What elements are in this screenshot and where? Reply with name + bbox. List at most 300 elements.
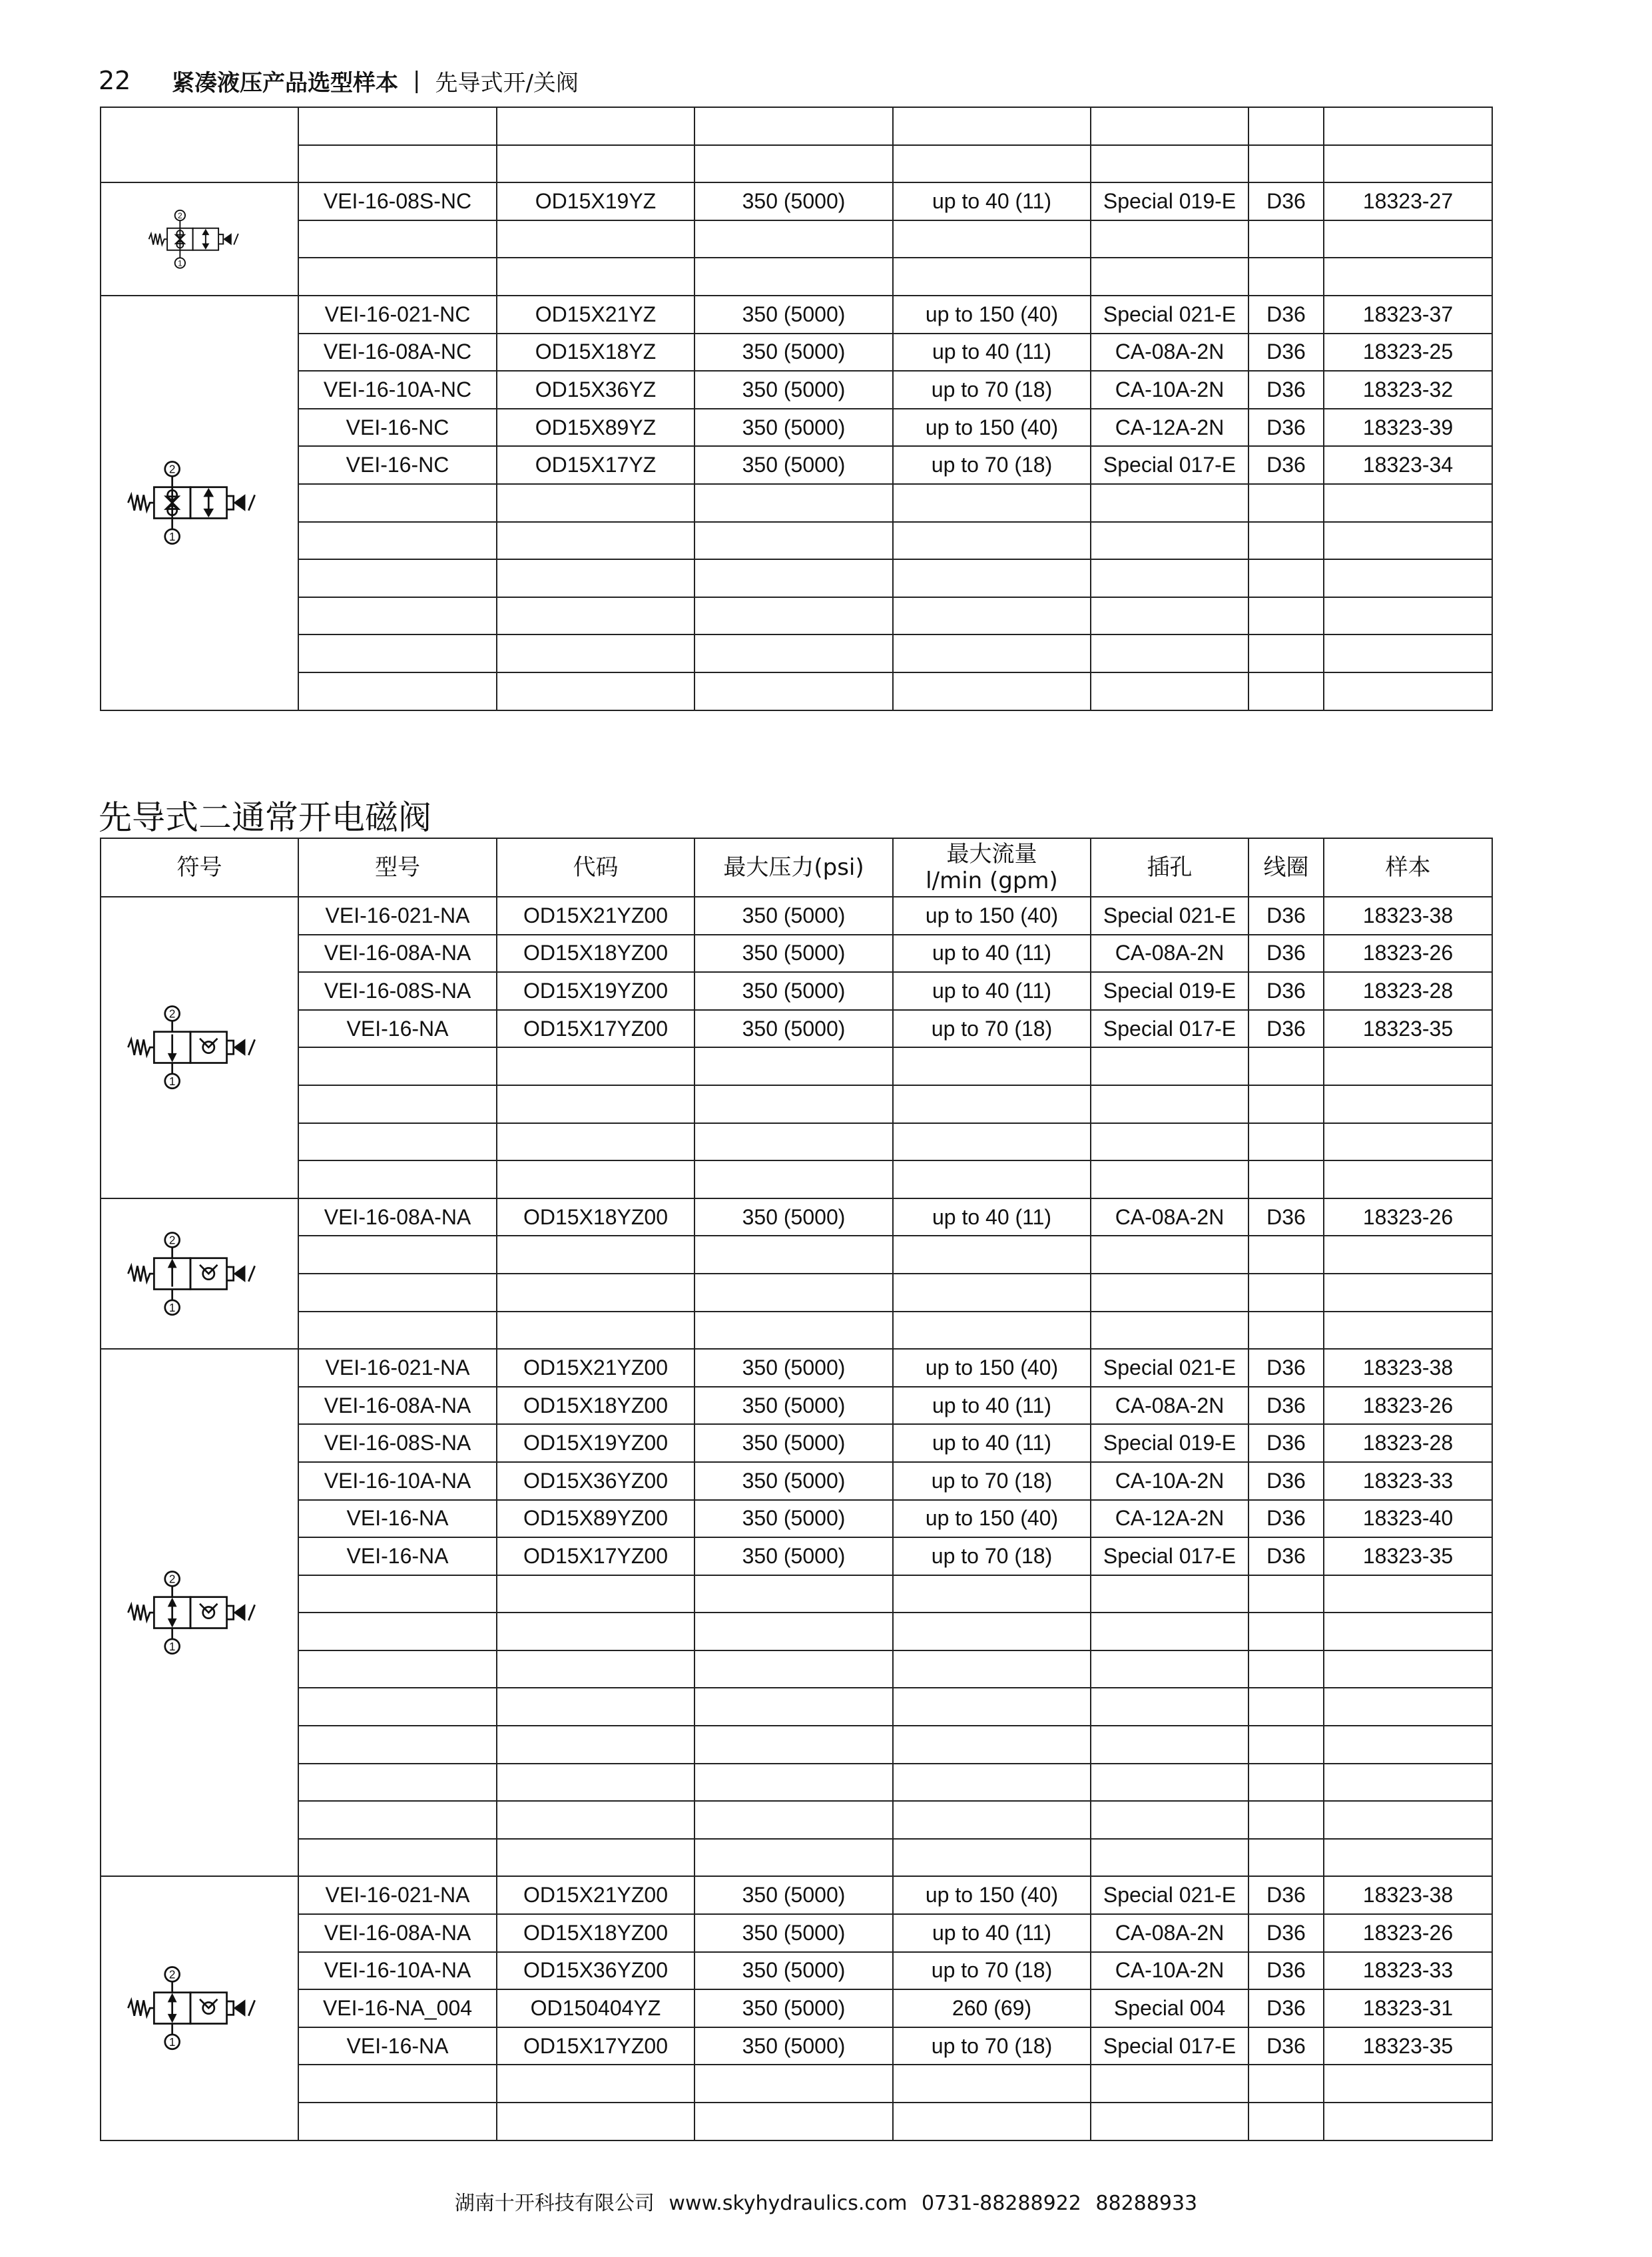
table-row bbox=[101, 1274, 1492, 1312]
cell-max-flow: up to 70 (18) bbox=[893, 446, 1091, 484]
cell-model bbox=[298, 1801, 497, 1839]
table-row bbox=[101, 1236, 1492, 1274]
footer-phone-1: 0731-88288922 bbox=[922, 2192, 1081, 2215]
cell-catalog bbox=[1324, 1575, 1492, 1613]
cell-max-flow bbox=[893, 597, 1091, 635]
cell-model: VEI-16-10A-NC bbox=[298, 371, 497, 409]
cell-max-flow bbox=[893, 672, 1091, 710]
cell-cavity bbox=[1091, 1839, 1248, 1877]
cell-code bbox=[497, 1613, 694, 1650]
cell-catalog bbox=[1324, 145, 1492, 183]
cell-model bbox=[298, 1764, 497, 1802]
cell-max-pressure bbox=[694, 1123, 893, 1161]
cell-max-flow: up to 40 (11) bbox=[893, 1387, 1091, 1425]
solenoid-icon bbox=[235, 496, 244, 509]
table-row bbox=[101, 1010, 1492, 1048]
cell-code: OD15X19YZ00 bbox=[497, 1424, 694, 1462]
cell-model: VEI-16-08S-NC bbox=[298, 182, 497, 220]
table-row bbox=[101, 220, 1492, 258]
cell-coil: D36 bbox=[1248, 334, 1324, 372]
cell-catalog bbox=[1324, 1160, 1492, 1198]
cell-cavity bbox=[1091, 1312, 1248, 1350]
symbol-cell bbox=[101, 107, 298, 182]
cell-catalog bbox=[1324, 672, 1492, 710]
cell-max-pressure bbox=[694, 597, 893, 635]
coil-connector-icon bbox=[226, 1606, 233, 1619]
table-row bbox=[101, 107, 1492, 145]
cell-max-pressure: 350 (5000) bbox=[694, 1349, 893, 1387]
symbol-cell bbox=[101, 182, 298, 296]
cell-coil bbox=[1248, 1274, 1324, 1312]
cell-max-flow: up to 40 (11) bbox=[893, 1424, 1091, 1462]
cell-max-pressure: 350 (5000) bbox=[694, 446, 893, 484]
cell-cavity: Special 004 bbox=[1091, 1989, 1248, 2027]
cell-code bbox=[497, 1801, 694, 1839]
cell-cavity bbox=[1091, 220, 1248, 258]
cell-code bbox=[497, 1123, 694, 1161]
cell-catalog: 18323-39 bbox=[1324, 409, 1492, 447]
table-row bbox=[101, 1500, 1492, 1538]
cell-code bbox=[497, 145, 694, 183]
symbol-cell bbox=[101, 1198, 298, 1349]
header-catalog: 样本 bbox=[1324, 838, 1492, 897]
header-separator: | bbox=[413, 67, 421, 94]
cell-code bbox=[497, 1274, 694, 1312]
table-row bbox=[101, 1047, 1492, 1085]
cell-max-flow: up to 70 (18) bbox=[893, 1952, 1091, 1990]
port-2-label: 2 bbox=[168, 462, 175, 476]
cell-coil bbox=[1248, 1123, 1324, 1161]
cell-cavity: CA-10A-2N bbox=[1091, 1952, 1248, 1990]
cell-coil bbox=[1248, 672, 1324, 710]
cell-cavity bbox=[1091, 1274, 1248, 1312]
cell-max-flow bbox=[893, 1123, 1091, 1161]
cell-max-flow bbox=[893, 1575, 1091, 1613]
cell-catalog bbox=[1324, 1312, 1492, 1350]
cell-coil bbox=[1248, 1236, 1324, 1274]
cell-max-flow bbox=[893, 2103, 1091, 2140]
cell-cavity: Special 019-E bbox=[1091, 182, 1248, 220]
cell-catalog: 18323-33 bbox=[1324, 1462, 1492, 1500]
table-row bbox=[101, 1952, 1492, 1990]
cell-model: VEI-16-NA bbox=[298, 2027, 497, 2065]
cell-catalog bbox=[1324, 1047, 1492, 1085]
coil-connector-icon bbox=[226, 1267, 233, 1280]
cell-catalog bbox=[1324, 559, 1492, 597]
cell-max-pressure bbox=[694, 1688, 893, 1726]
cell-cavity: CA-10A-2N bbox=[1091, 371, 1248, 409]
cell-max-pressure: 350 (5000) bbox=[694, 1876, 893, 1914]
cell-code: OD15X17YZ00 bbox=[497, 1010, 694, 1048]
cell-catalog: 18323-38 bbox=[1324, 897, 1492, 935]
cell-max-pressure bbox=[694, 672, 893, 710]
cell-model: VEI-16-08S-NA bbox=[298, 1424, 497, 1462]
solenoid-icon bbox=[235, 2001, 244, 2015]
table-row bbox=[101, 597, 1492, 635]
cell-code: OD15X18YZ00 bbox=[497, 1198, 694, 1236]
cell-code bbox=[497, 1085, 694, 1123]
cell-cavity bbox=[1091, 1160, 1248, 1198]
cell-cavity bbox=[1091, 597, 1248, 635]
cell-cavity: Special 017-E bbox=[1091, 446, 1248, 484]
cell-cavity bbox=[1091, 107, 1248, 145]
cell-model bbox=[298, 1047, 497, 1085]
cell-coil: D36 bbox=[1248, 1349, 1324, 1387]
solenoid-slash-icon bbox=[248, 1605, 254, 1621]
cell-cavity: Special 021-E bbox=[1091, 897, 1248, 935]
cell-max-pressure: 350 (5000) bbox=[694, 897, 893, 935]
cell-model: VEI-16-08S-NA bbox=[298, 972, 497, 1010]
cell-coil: D36 bbox=[1248, 1424, 1324, 1462]
cell-model: VEI-16-NA_004 bbox=[298, 1989, 497, 2027]
header-cavity: 插孔 bbox=[1091, 838, 1248, 897]
cell-model: VEI-16-021-NA bbox=[298, 1876, 497, 1914]
table-row bbox=[101, 1914, 1492, 1952]
port-1-label: 1 bbox=[168, 530, 175, 544]
cell-max-flow: up to 40 (11) bbox=[893, 334, 1091, 372]
cell-max-flow bbox=[893, 522, 1091, 560]
cell-model: VEI-16-08A-NA bbox=[298, 1387, 497, 1425]
cell-code: OD15X18YZ00 bbox=[497, 1914, 694, 1952]
cell-coil: D36 bbox=[1248, 1500, 1324, 1538]
cell-max-flow bbox=[893, 1839, 1091, 1877]
cell-catalog bbox=[1324, 107, 1492, 145]
table-row bbox=[101, 1312, 1492, 1350]
page-header bbox=[99, 64, 579, 97]
coil-connector-icon bbox=[226, 496, 233, 509]
cell-model: VEI-16-08A-NA bbox=[298, 1914, 497, 1952]
cell-cavity bbox=[1091, 484, 1248, 522]
cell-max-pressure: 350 (5000) bbox=[694, 935, 893, 973]
cell-code: OD15X18YZ00 bbox=[497, 935, 694, 973]
cell-catalog: 18323-40 bbox=[1324, 1500, 1492, 1538]
cell-code bbox=[497, 1839, 694, 1877]
table-row bbox=[101, 334, 1492, 372]
cell-max-flow bbox=[893, 1085, 1091, 1123]
cell-max-pressure bbox=[694, 145, 893, 183]
cell-coil: D36 bbox=[1248, 1537, 1324, 1575]
cell-code: OD15X18YZ00 bbox=[497, 1387, 694, 1425]
cell-code: OD15X17YZ00 bbox=[497, 2027, 694, 2065]
cell-model bbox=[298, 2103, 497, 2140]
cell-code: OD15X19YZ00 bbox=[497, 972, 694, 1010]
cell-max-flow: up to 40 (11) bbox=[893, 935, 1091, 973]
spring-icon bbox=[128, 495, 154, 511]
page-number: 22 bbox=[99, 66, 131, 95]
cell-max-flow: up to 150 (40) bbox=[893, 1500, 1091, 1538]
cell-catalog: 18323-32 bbox=[1324, 371, 1492, 409]
cell-max-flow: up to 40 (11) bbox=[893, 182, 1091, 220]
cell-model: VEI-16-NC bbox=[298, 446, 497, 484]
cell-max-flow bbox=[893, 1236, 1091, 1274]
cell-coil bbox=[1248, 1312, 1324, 1350]
cell-max-pressure bbox=[694, 1236, 893, 1274]
cell-cavity bbox=[1091, 2103, 1248, 2140]
cell-max-flow: up to 70 (18) bbox=[893, 1462, 1091, 1500]
cell-catalog bbox=[1324, 1764, 1492, 1802]
cell-catalog bbox=[1324, 258, 1492, 296]
table-row bbox=[101, 484, 1492, 522]
cell-max-flow bbox=[893, 559, 1091, 597]
cell-code: OD15X21YZ00 bbox=[497, 1876, 694, 1914]
cell-model bbox=[298, 634, 497, 672]
cell-coil: D36 bbox=[1248, 1876, 1324, 1914]
cell-coil bbox=[1248, 634, 1324, 672]
cell-max-flow bbox=[893, 1801, 1091, 1839]
cell-coil bbox=[1248, 2065, 1324, 2103]
cell-cavity bbox=[1091, 1085, 1248, 1123]
cell-model: VEI-16-08A-NA bbox=[298, 935, 497, 973]
cell-max-flow: up to 70 (18) bbox=[893, 1537, 1091, 1575]
cell-max-pressure: 350 (5000) bbox=[694, 296, 893, 334]
cell-model bbox=[298, 1274, 497, 1312]
cell-code: OD15X21YZ00 bbox=[497, 897, 694, 935]
cell-max-flow bbox=[893, 258, 1091, 296]
cell-cavity bbox=[1091, 1801, 1248, 1839]
cell-model bbox=[298, 107, 497, 145]
cell-max-flow bbox=[893, 1047, 1091, 1085]
cell-coil bbox=[1248, 1764, 1324, 1802]
table-row bbox=[101, 1575, 1492, 1613]
solenoid-icon bbox=[224, 234, 231, 244]
cell-max-pressure bbox=[694, 2103, 893, 2140]
cell-max-flow: up to 70 (18) bbox=[893, 2027, 1091, 2065]
solenoid-icon bbox=[235, 1267, 244, 1280]
cell-code: OD15X21YZ00 bbox=[497, 1349, 694, 1387]
cell-cavity: Special 021-E bbox=[1091, 1876, 1248, 1914]
cell-max-flow: up to 150 (40) bbox=[893, 1349, 1091, 1387]
cell-cavity bbox=[1091, 2065, 1248, 2103]
cell-cavity: CA-10A-2N bbox=[1091, 1462, 1248, 1500]
cell-cavity bbox=[1091, 672, 1248, 710]
cell-catalog: 18323-26 bbox=[1324, 1387, 1492, 1425]
cell-coil bbox=[1248, 1047, 1324, 1085]
catalog-title: 紧凑液压产品选型样本 bbox=[172, 69, 398, 97]
port-1-label: 1 bbox=[168, 1300, 175, 1314]
symbol-cell bbox=[101, 296, 298, 710]
valve-symbol-icon bbox=[122, 453, 278, 552]
cell-catalog bbox=[1324, 1085, 1492, 1123]
cell-max-flow bbox=[893, 220, 1091, 258]
cell-max-pressure bbox=[694, 1613, 893, 1650]
cell-model bbox=[298, 1839, 497, 1877]
cell-catalog bbox=[1324, 597, 1492, 635]
cell-max-flow: up to 150 (40) bbox=[893, 1876, 1091, 1914]
cell-max-pressure: 350 (5000) bbox=[694, 1952, 893, 1990]
cell-coil bbox=[1248, 1801, 1324, 1839]
cell-max-pressure bbox=[694, 1575, 893, 1613]
port-2-label: 2 bbox=[168, 1007, 175, 1021]
table-header-row bbox=[101, 838, 1492, 897]
cell-model bbox=[298, 258, 497, 296]
solenoid-slash-icon bbox=[234, 234, 238, 245]
table-row bbox=[101, 1349, 1492, 1387]
solenoid-icon bbox=[235, 1041, 244, 1054]
cell-max-pressure: 350 (5000) bbox=[694, 2027, 893, 2065]
cell-max-flow bbox=[893, 484, 1091, 522]
cell-model: VEI-16-NA bbox=[298, 1537, 497, 1575]
valve-symbol-icon bbox=[122, 1224, 278, 1323]
cell-cavity: Special 019-E bbox=[1091, 1424, 1248, 1462]
table-row bbox=[101, 1198, 1492, 1236]
cell-coil bbox=[1248, 145, 1324, 183]
cell-code bbox=[497, 559, 694, 597]
cell-max-flow bbox=[893, 1613, 1091, 1650]
cell-catalog: 18323-37 bbox=[1324, 296, 1492, 334]
cell-code bbox=[497, 1764, 694, 1802]
cell-cavity bbox=[1091, 634, 1248, 672]
cell-cavity: CA-08A-2N bbox=[1091, 334, 1248, 372]
cell-max-flow: up to 150 (40) bbox=[893, 897, 1091, 935]
cell-max-pressure: 350 (5000) bbox=[694, 1387, 893, 1425]
cell-catalog bbox=[1324, 1688, 1492, 1726]
cell-coil: D36 bbox=[1248, 1010, 1324, 1048]
cell-cavity bbox=[1091, 258, 1248, 296]
cell-model bbox=[298, 1236, 497, 1274]
cell-catalog bbox=[1324, 1839, 1492, 1877]
cell-max-pressure: 350 (5000) bbox=[694, 1500, 893, 1538]
cell-code: OD15X18YZ bbox=[497, 334, 694, 372]
cell-coil bbox=[1248, 107, 1324, 145]
cell-max-flow bbox=[893, 1274, 1091, 1312]
cell-max-pressure: 350 (5000) bbox=[694, 182, 893, 220]
table-row bbox=[101, 1650, 1492, 1688]
cell-max-pressure bbox=[694, 559, 893, 597]
cell-code bbox=[497, 634, 694, 672]
cell-model bbox=[298, 145, 497, 183]
table-row bbox=[101, 1764, 1492, 1802]
table-row bbox=[101, 634, 1492, 672]
table-row bbox=[101, 1085, 1492, 1123]
cell-cavity bbox=[1091, 1726, 1248, 1764]
cell-catalog: 18323-31 bbox=[1324, 1989, 1492, 2027]
coil-connector-icon bbox=[226, 1041, 233, 1054]
cell-cavity bbox=[1091, 1575, 1248, 1613]
cell-catalog bbox=[1324, 220, 1492, 258]
cell-code bbox=[497, 1688, 694, 1726]
cell-catalog: 18323-35 bbox=[1324, 1010, 1492, 1048]
table-row bbox=[101, 1688, 1492, 1726]
cell-max-pressure bbox=[694, 522, 893, 560]
cell-coil: D36 bbox=[1248, 1952, 1324, 1990]
cell-max-flow bbox=[893, 1312, 1091, 1350]
cell-coil bbox=[1248, 1650, 1324, 1688]
cell-cavity bbox=[1091, 1688, 1248, 1726]
header-max-pressure: 最大压力(psi) bbox=[694, 838, 893, 897]
table-row bbox=[101, 1160, 1492, 1198]
cell-code bbox=[497, 522, 694, 560]
valve-symbol-icon bbox=[122, 998, 278, 1097]
cell-coil: D36 bbox=[1248, 296, 1324, 334]
table-row bbox=[101, 2103, 1492, 2140]
coil-connector-icon bbox=[218, 234, 223, 244]
table-row bbox=[101, 672, 1492, 710]
cell-cavity bbox=[1091, 1613, 1248, 1650]
cell-cavity: Special 021-E bbox=[1091, 1349, 1248, 1387]
cell-max-flow: up to 40 (11) bbox=[893, 972, 1091, 1010]
cell-coil: D36 bbox=[1248, 935, 1324, 973]
cell-max-pressure bbox=[694, 1650, 893, 1688]
cell-model: VEI-16-021-NC bbox=[298, 296, 497, 334]
cell-model bbox=[298, 1688, 497, 1726]
cell-model bbox=[298, 672, 497, 710]
cell-max-pressure bbox=[694, 1274, 893, 1312]
cell-max-flow bbox=[893, 2065, 1091, 2103]
cell-catalog: 18323-26 bbox=[1324, 1198, 1492, 1236]
spring-icon bbox=[128, 1040, 154, 1055]
cell-max-pressure: 350 (5000) bbox=[694, 1537, 893, 1575]
table-row bbox=[101, 972, 1492, 1010]
cell-coil: D36 bbox=[1248, 182, 1324, 220]
cell-model: VEI-16-10A-NA bbox=[298, 1462, 497, 1500]
cell-model: VEI-16-08A-NA bbox=[298, 1198, 497, 1236]
port-2-label: 2 bbox=[168, 1233, 175, 1247]
cell-coil bbox=[1248, 1726, 1324, 1764]
valve-symbol-icon bbox=[122, 1563, 278, 1662]
table-row bbox=[101, 145, 1492, 183]
cell-coil: D36 bbox=[1248, 972, 1324, 1010]
cell-model bbox=[298, 1650, 497, 1688]
cell-max-pressure: 350 (5000) bbox=[694, 972, 893, 1010]
cell-catalog bbox=[1324, 1123, 1492, 1161]
table-row bbox=[101, 1537, 1492, 1575]
cell-model bbox=[298, 220, 497, 258]
symbol-cell bbox=[101, 1876, 298, 2140]
cell-cavity: Special 021-E bbox=[1091, 296, 1248, 334]
table-row bbox=[101, 446, 1492, 484]
coil-connector-icon bbox=[226, 2001, 233, 2015]
cell-model bbox=[298, 522, 497, 560]
cell-model bbox=[298, 1123, 497, 1161]
cell-cavity bbox=[1091, 1236, 1248, 1274]
cell-max-flow bbox=[893, 1764, 1091, 1802]
table-row bbox=[101, 258, 1492, 296]
port-1-label: 1 bbox=[168, 1640, 175, 1654]
cell-coil: D36 bbox=[1248, 371, 1324, 409]
table-row bbox=[101, 559, 1492, 597]
cell-cavity: Special 017-E bbox=[1091, 1010, 1248, 1048]
cell-code: OD15X19YZ bbox=[497, 182, 694, 220]
cell-code bbox=[497, 2103, 694, 2140]
cell-coil: D36 bbox=[1248, 1914, 1324, 1952]
cell-coil: D36 bbox=[1248, 1462, 1324, 1500]
nc-valve-table bbox=[100, 107, 1493, 711]
cell-model bbox=[298, 1312, 497, 1350]
cell-max-pressure: 350 (5000) bbox=[694, 409, 893, 447]
cell-max-pressure bbox=[694, 258, 893, 296]
cell-model bbox=[298, 1160, 497, 1198]
table-row bbox=[101, 296, 1492, 334]
footer-website: www.skyhydraulics.com bbox=[669, 2192, 908, 2215]
solenoid-slash-icon bbox=[248, 495, 254, 511]
cell-model bbox=[298, 1613, 497, 1650]
port-1-label: 1 bbox=[168, 2035, 175, 2049]
cell-code: OD15X89YZ00 bbox=[497, 1500, 694, 1538]
cell-cavity bbox=[1091, 1123, 1248, 1161]
cell-max-flow bbox=[893, 634, 1091, 672]
spring-icon bbox=[149, 234, 168, 245]
cell-coil bbox=[1248, 1613, 1324, 1650]
header-symbol: 符号 bbox=[101, 838, 298, 897]
cell-max-pressure bbox=[694, 220, 893, 258]
valve-symbol-icon bbox=[144, 204, 254, 274]
cell-max-pressure bbox=[694, 1085, 893, 1123]
cell-code bbox=[497, 1575, 694, 1613]
cell-model bbox=[298, 1726, 497, 1764]
spring-icon bbox=[128, 1266, 154, 1281]
cell-model: VEI-16-10A-NA bbox=[298, 1952, 497, 1990]
cell-code: OD15X17YZ bbox=[497, 446, 694, 484]
